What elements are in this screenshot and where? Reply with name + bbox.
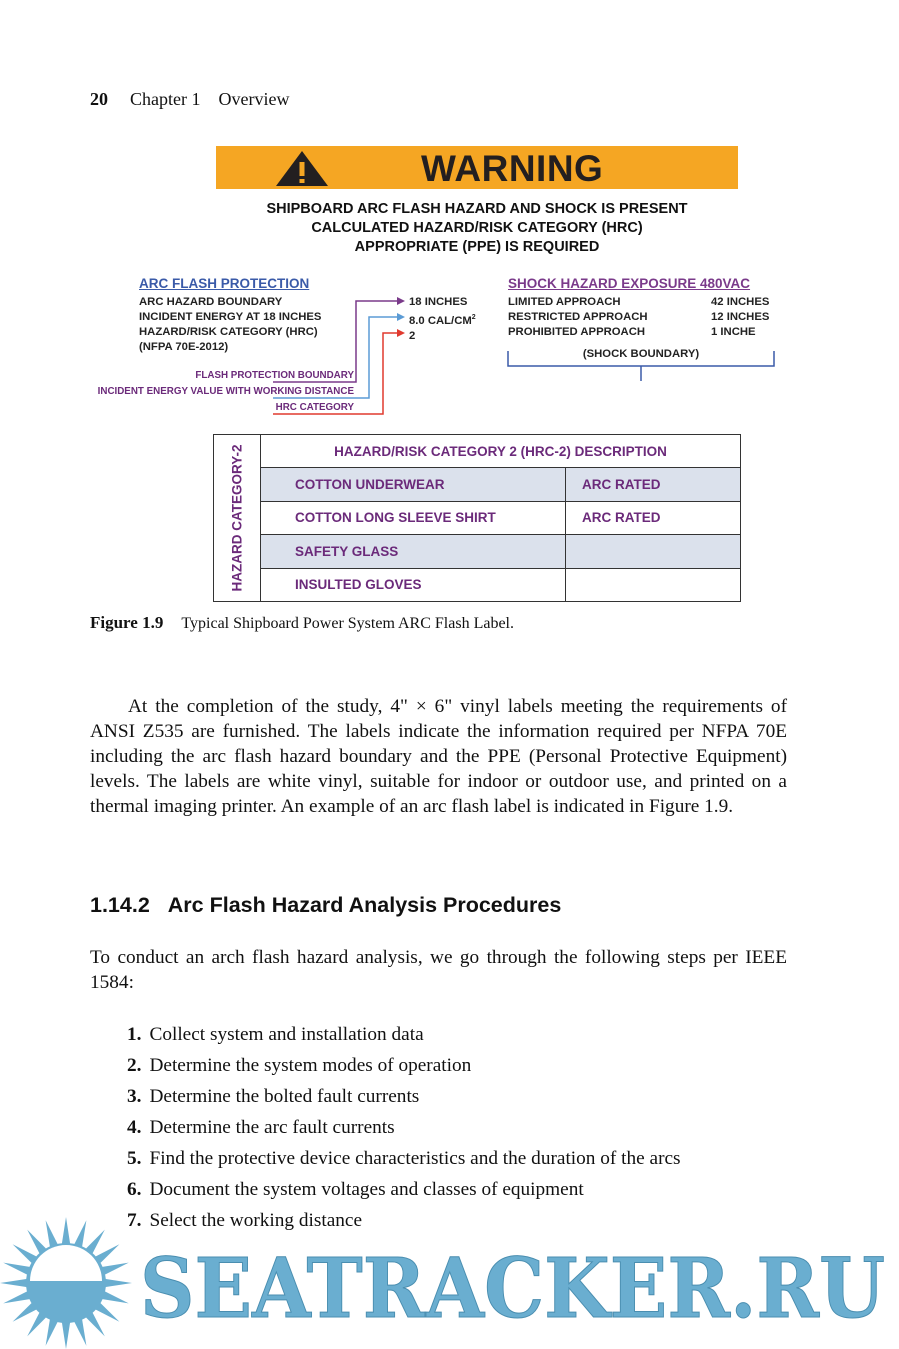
sun-ray (73, 1316, 87, 1346)
shock-boundary: (SHOCK BOUNDARY) (582, 348, 700, 360)
ppe-item: COTTON UNDERWEAR (261, 468, 566, 502)
table-row (214, 535, 741, 569)
step-number: 1. (127, 1024, 142, 1045)
ppe-item: INSULTED GLOVES (261, 568, 566, 602)
table-header: HAZARD/RISK CATEGORY 2 (HRC-2) DESCRIPTION (261, 435, 741, 468)
step-text: Collect system and installation data (149, 1024, 424, 1045)
sun-ray (61, 1217, 70, 1247)
ppe-rating: ARC RATED (566, 468, 741, 502)
watermark-text: SEATRACKER.RU (140, 1241, 885, 1337)
section-title: Arc Flash Hazard Analysis Procedures (167, 893, 562, 917)
step-text: Find the protective device characteristics and the duration of the arcs (149, 1148, 681, 1169)
sun-ray (3, 1263, 33, 1277)
sun-ray (3, 1290, 33, 1304)
arc-value: 18 INCHES (409, 296, 468, 308)
sun-ray (99, 1290, 129, 1304)
sun-ray (46, 1316, 60, 1346)
superscript: 2 (471, 314, 476, 321)
page-number: 20 (90, 89, 108, 109)
body-paragraph (90, 694, 787, 819)
figure-caption-text: Typical Shipboard Power System ARC Flash Label. (181, 615, 514, 632)
arc-value: 2 (409, 329, 416, 342)
watermark (0, 1215, 899, 1349)
arc-value: 8.0 CAL/CM (409, 314, 472, 327)
sun-ray (0, 1278, 30, 1287)
shock-row-value: 1 INCHE (711, 326, 756, 338)
shock-row-label: RESTRICTED APPROACH (508, 311, 648, 323)
chapter-title: Overview (218, 89, 290, 109)
table-row (214, 501, 741, 535)
ppe-item: SAFETY GLASS (261, 535, 566, 569)
step-number: 5. (127, 1148, 142, 1169)
hazard-category-label: HAZARD CATEGORY-2 (229, 444, 245, 592)
list-item (127, 1053, 681, 1084)
arc-line: INCIDENT ENERGY AT 18 INCHES (139, 311, 322, 323)
sun-ray (83, 1309, 105, 1336)
step-number: 2. (127, 1055, 142, 1076)
shock-row-label: LIMITED APPROACH (508, 296, 621, 308)
table-row (214, 468, 741, 502)
warning-title: WARNING (421, 148, 604, 189)
figure-caption (90, 613, 514, 633)
shock-labels (508, 295, 648, 340)
ppe-rating (566, 535, 741, 569)
arc-line: (NFPA 70E-2012) (139, 341, 229, 353)
arc-line: HAZARD/RISK CATEGORY (HRC) (139, 326, 318, 338)
subtitle-line: SHIPBOARD ARC FLASH HAZARD AND SHOCK IS PRESENT (266, 201, 688, 217)
sun-ray (102, 1278, 132, 1287)
step-text: Document the system voltages and classes of equipment (149, 1179, 584, 1200)
step-text: Determine the bolted fault currents (149, 1086, 420, 1107)
hazard-category-cell (214, 435, 261, 602)
sun-ray (61, 1319, 70, 1349)
subtitle-line: APPROPRIATE (PPE) IS REQUIRED (354, 239, 600, 255)
shock-title: SHOCK HAZARD EXPOSURE 480VAC (508, 276, 751, 291)
hrc-table (213, 434, 741, 602)
ppe-rating: ARC RATED (566, 501, 741, 535)
shock-values (711, 295, 769, 340)
step-text: Select the working distance (149, 1210, 363, 1231)
step-text: Determine the system modes of operation (149, 1055, 472, 1076)
shock-row-value: 12 INCHES (711, 311, 770, 323)
step-number: 4. (127, 1117, 142, 1138)
intro-paragraph: To conduct an arch flash hazard analysis, we go through the following steps per IEEE 1584: (90, 947, 787, 993)
callout-flash-boundary: FLASH PROTECTION BOUNDARY (195, 370, 354, 381)
sun-ray (46, 1220, 60, 1250)
figure-label: Figure 1.9 (90, 613, 164, 632)
arc-flash-title: ARC FLASH PROTECTION (139, 276, 310, 291)
list-item (127, 1177, 681, 1208)
sun-ray (73, 1220, 87, 1250)
subtitle-line: CALCULATED HAZARD/RISK CATEGORY (HRC) (311, 220, 643, 236)
paragraph-text: At the completion of the study, 4" × 6" vinyl labels meeting the requirements of ANSI Z535 are furnished. The labels indicate the information required per NFPA 70E including the arc flash hazard boundary and the PPE (Personal Protective Equipment) levels. The labels are white vinyl, suitable for indoor or outdoor use, and printed on a thermal imaging printer. An example of an arc flash label is indicated in Figure 1.9. (90, 696, 787, 817)
list-item (127, 1022, 681, 1053)
list-item (127, 1146, 681, 1177)
sun-icon (0, 1217, 132, 1349)
shock-row-label: PROHIBITED APPROACH (508, 326, 646, 338)
step-number: 3. (127, 1086, 142, 1107)
sun-ray (92, 1300, 119, 1322)
step-number: 6. (127, 1179, 142, 1200)
list-item (127, 1084, 681, 1115)
step-text: Determine the arc fault currents (149, 1117, 395, 1138)
ppe-item: COTTON LONG SLEEVE SHIRT (261, 501, 566, 535)
steps-list (127, 1022, 681, 1239)
sun-ray (13, 1300, 40, 1322)
sun-ray (27, 1309, 49, 1336)
chapter-label: Chapter 1 (130, 89, 201, 109)
ppe-rating (566, 568, 741, 602)
table-row (214, 568, 741, 602)
shock-row-value: 42 INCHES (711, 296, 770, 308)
sun-ray (99, 1263, 129, 1277)
callout-incident-energy: INCIDENT ENERGY VALUE WITH WORKING DISTANCE (97, 386, 354, 397)
callout-hrc-category: HRC CATEGORY (275, 402, 354, 413)
arc-line: ARC HAZARD BOUNDARY (139, 296, 283, 308)
section-number: 1.14.2 (90, 893, 150, 917)
step-number: 7. (127, 1210, 142, 1231)
list-item (127, 1115, 681, 1146)
section-heading (90, 893, 579, 918)
